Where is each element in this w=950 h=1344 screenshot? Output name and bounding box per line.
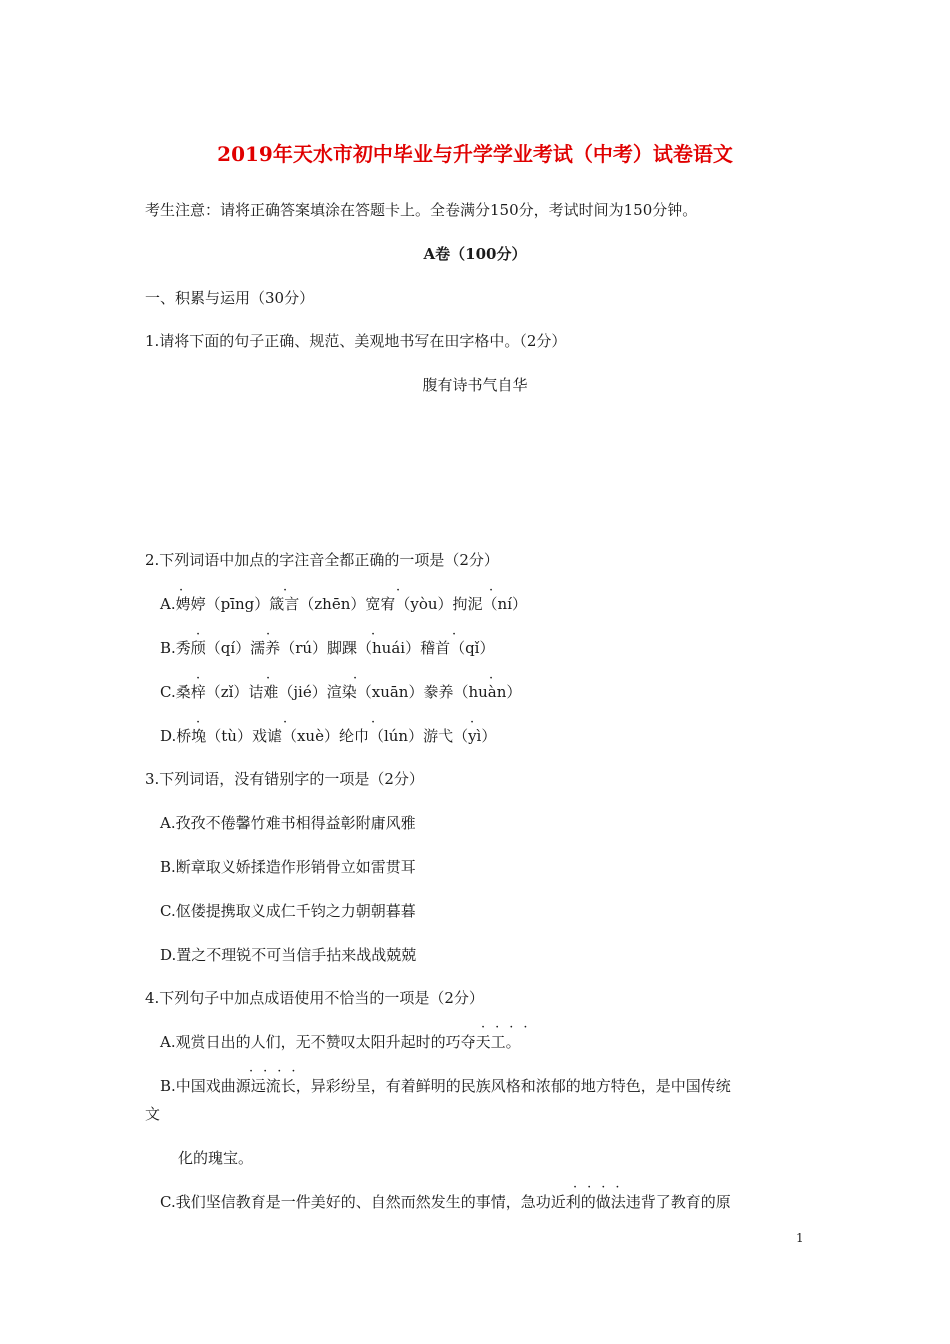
question-2-option-a: A.娉婷（pīng）箴言（zhēn）宽宥（yòu）拘泥（ní） [160,595,527,613]
emphasis-dot: · [283,715,298,730]
emphasis-dot: · [353,671,368,686]
emphasis-dot: · [196,627,211,642]
emphasis-dot: · [489,671,504,686]
emphasis-dot: · [470,715,485,730]
part-one-heading: 一、积累与运用（30分） [145,289,315,307]
emphasis-dot: · [266,671,281,686]
emphasis-dot: · [196,671,211,686]
question-2-option-b: B.秀颀（qí）濡养（rú）脚踝（huái）稽首（qǐ） [160,639,495,657]
question-4-option-a: A.观赏日出的人们，无不赞叹太阳升起时的巧夺天工。 [160,1033,521,1051]
question-3-option-d: D.置之不理锐不可当信手拈来战战兢兢 [160,946,417,964]
question-3-option-c: C.伛偻提携取义成仁千钧之力朝朝暮暮 [160,902,416,920]
question-3-option-a: A.孜孜不倦馨竹难书相得益彰附庸风雅 [160,814,416,832]
section-a-heading: A卷（100分） [423,245,527,263]
emphasis-dot: · [371,627,386,642]
emphasis-dot: · [283,583,298,598]
question-1-sentence: 腹有诗书气自华 [422,376,528,394]
exam-title: 2019年天水市初中毕业与升学学业考试（中考）试卷语文 [217,142,733,166]
question-2-stem: 2.下列词语中加点的字注音全都正确的一项是（2分） [145,551,499,569]
emphasis-dot: ···· [573,1180,630,1195]
emphasis-dot: ···· [481,1020,538,1035]
candidate-notice: 考生注意：请将正确答案填涂在答题卡上。全卷满分150分，考试时间为150分钟。 [145,201,698,219]
question-4-option-b-line-3: 化的瑰宝。 [178,1149,254,1167]
question-1-stem: 1.请将下面的句子正确、规范、美观地书写在田字格中。（2分） [145,332,567,350]
emphasis-dot: · [396,583,411,598]
emphasis-dot: · [371,715,386,730]
emphasis-dot: · [489,583,504,598]
emphasis-dot: · [179,583,194,598]
question-4-option-b-line-2: 文 [145,1105,161,1123]
page-number: 1 [796,1231,804,1245]
emphasis-dot: · [452,627,467,642]
question-2-option-c: C.桑梓（zǐ）诘难（jié）渲染（xuān）豢养（huàn） [160,683,522,701]
question-4-stem: 4.下列句子中加点成语使用不恰当的一项是（2分） [145,989,484,1007]
emphasis-dot: · [196,715,211,730]
question-4-option-c-line-1: C.我们坚信教育是一件美好的、自然而然发生的事情，急功近利的做法违背了教育的原 [160,1193,731,1211]
question-4-option-b-line-1: B.中国戏曲源远流长，异彩纷呈，有着鲜明的民族风格和浓郁的地方特色，是中国传统 [160,1077,731,1095]
question-3-stem: 3.下列词语，没有错别字的一项是（2分） [145,770,424,788]
emphasis-dot: ···· [249,1064,306,1079]
emphasis-dot: · [266,627,281,642]
question-3-option-b: B.断章取义娇揉造作形销骨立如雷贯耳 [160,858,416,876]
question-2-option-d: D.桥堍（tù）戏谑（xuè）纶巾（lún）游弋（yì） [160,727,497,745]
